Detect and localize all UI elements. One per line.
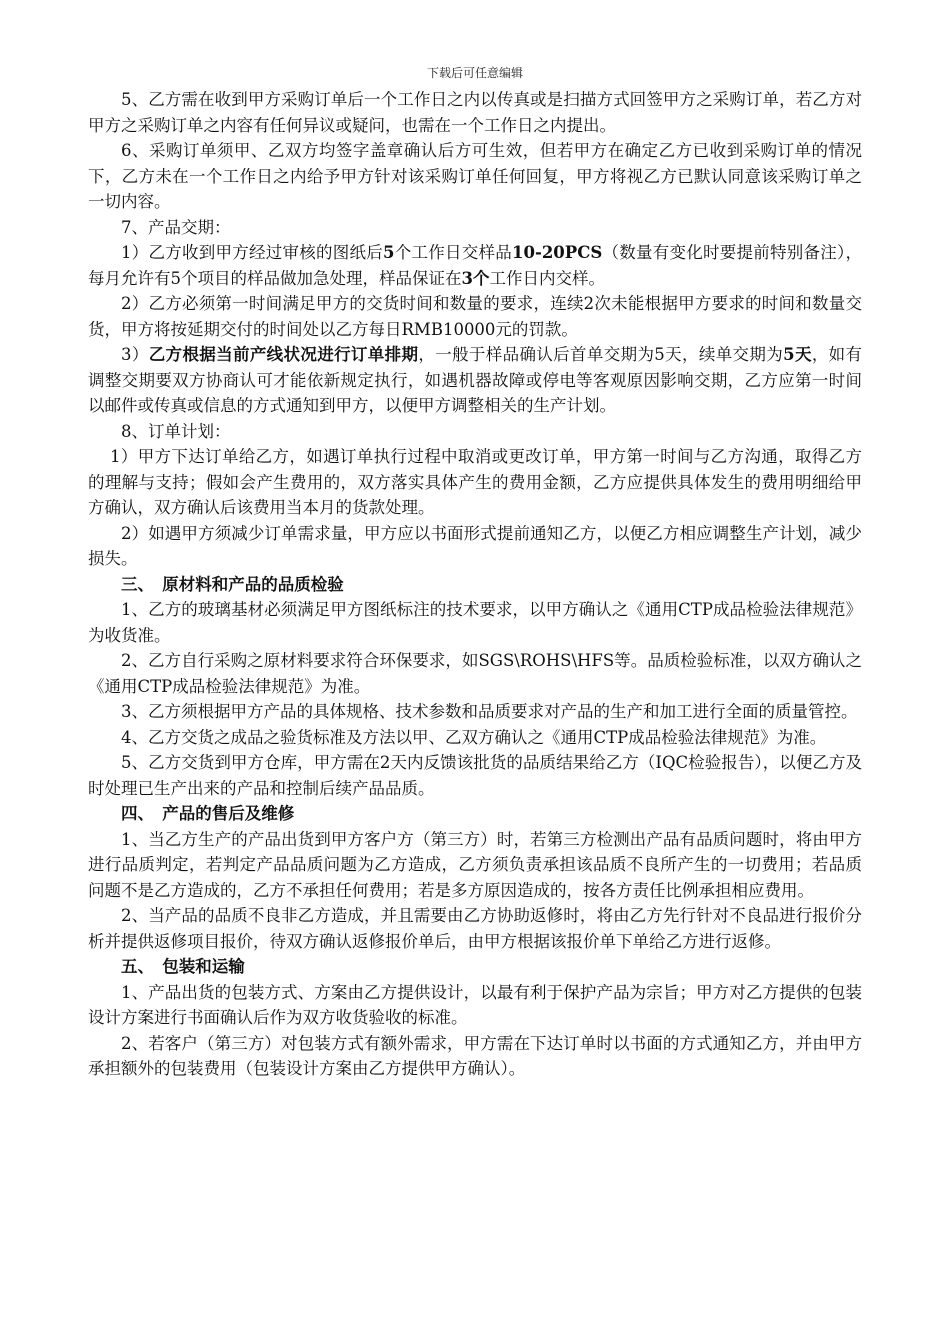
section-3-item: 3、乙方须根据甲方产品的具体规格、技术参数和品质要求对产品的生产和加工进行全面的质量管控。 <box>121 702 858 721</box>
bold-run: 5 <box>383 243 395 262</box>
clause-5: 5、乙方需在收到甲方采购订单后一个工作日之内以传真或是扫描方式回签甲方之采购订单，若乙方对甲方之采购订单之内容有任何异议或疑问，也需在一个工作日之内提出。 <box>88 90 862 135</box>
text-run: 3） <box>121 345 149 364</box>
bold-run: 10-20PCS <box>512 243 603 262</box>
clause-7-2: 2）乙方必须第一时间满足甲方的交货时间和数量的要求，连续2次未能根据甲方要求的时间和数量交货，甲方将按延期交付的时间处以乙方每日RMB10000元的罚款。 <box>88 294 862 339</box>
section-5-title: 五、 包装和运输 <box>121 957 245 976</box>
clause-6: 6、采购订单须甲、乙双方均签字盖章确认后方可生效，但若甲方在确定乙方已收到采购订单的情况下，乙方未在一个工作日之内给予甲方针对该采购订单任何回复，甲方将视乙方已默认同意该采购订单之一切内容。 <box>88 141 862 211</box>
clause-7-1 <box>88 240 862 291</box>
section-3-title: 三、 原材料和产品的品质检验 <box>121 574 344 594</box>
bold-run: 乙方根据当前产线状况进行订单排期 <box>148 345 419 364</box>
text-run: （数量有变化时要提前特别备注），每月允许有5个项目的样品做加急处理，样品保证在 <box>88 243 863 288</box>
clause-8-heading: 8、订单计划： <box>121 421 231 441</box>
text-run: ，一般于样品确认后首单交期为5天，续单交期为 <box>418 345 784 364</box>
text-run: 1）乙方收到甲方经过审核的图纸后 <box>121 243 384 262</box>
clause-8-1: 1）甲方下达订单给乙方，如遇订单执行过程中取消或更改订单，甲方第一时间与乙方沟通，取得乙方的理解与支持；假如会产生费用的，双方落实具体产生的费用金额，乙方应提供具体发生的费用明细给甲方确认，双方确认后该费用当本月的货款处理。 <box>88 447 862 517</box>
section-3-item: 2、乙方自行采购之原材料要求符合环保要求，如SGS\ROHS\HFS等。品质检验标准，以双方确认之《通用CTP成品检验法律规范》为准。 <box>88 651 862 696</box>
document-body <box>88 87 862 1082</box>
section-4-item: 1、当乙方生产的产品出货到甲方客户方（第三方）时，若第三方检测出产品有品质问题时，将由甲方进行品质判定，若判定产品品质问题为乙方造成，乙方须负责承担该品质不良所产生的一切费用；若品质问题不是乙方造成的，乙方不承担任何费用；若是多方原因造成的，按各方责任比例承担相应费用。 <box>88 829 862 900</box>
text-run: 工作日内交样。 <box>489 268 605 288</box>
section-5-item: 2、若客户（第三方）对包装方式有额外需求，甲方需在下达订单时以书面的方式通知乙方，并由甲方承担额外的包装费用（包装设计方案由乙方提供甲方确认）。 <box>88 1033 862 1078</box>
section-3-item: 4、乙方交货之成品之验货标准及方法以甲、乙双方确认之《通用CTP成品检验法律规范》为准。 <box>121 727 827 747</box>
section-3-item: 1、乙方的玻璃基材必须满足甲方图纸标注的技术要求，以甲方确认之《通用CTP成品检验法律规范》为收货准。 <box>88 600 862 645</box>
section-4-item: 2、当产品的品质不良非乙方造成，并且需要由乙方协助返修时，将由乙方先行针对不良品进行报价分析并提供返修项目报价，待双方确认返修报价单后，由甲方根据该报价单下单给乙方进行返修。 <box>88 906 862 951</box>
clause-7-heading: 7、产品交期： <box>121 217 231 237</box>
clause-7-3 <box>88 342 862 419</box>
bold-run: 3个 <box>461 268 490 288</box>
bold-run: 5天 <box>783 345 812 364</box>
section-5-item: 1、产品出货的包装方式、方案由乙方提供设计，以最有利于保护产品为宗旨；甲方对乙方提供的包装设计方案进行书面确认后作为双方收货验收的标准。 <box>88 982 862 1027</box>
page-header: 下载后可任意编辑 <box>426 66 523 80</box>
text-run: 个工作日交样品 <box>394 243 513 262</box>
section-3-item: 5、乙方交货到甲方仓库，甲方需在2天内反馈该批货的品质结果给乙方（IQC检验报告），以便乙方及时处理已生产出来的产品和控制后续产品品质。 <box>88 753 862 798</box>
text-run: ，如有调整交期要双方协商认可才能依新规定执行，如遇机器故障或停电等客观原因影响交期，乙方应第一时间以邮件或传真或信息的方式通知到甲方，以便甲方调整相关的生产计划。 <box>88 345 863 415</box>
clause-8-2: 2）如遇甲方须减少订单需求量，甲方应以书面形式提前通知乙方，以便乙方相应调整生产计划，减少损失。 <box>88 523 862 568</box>
section-4-title: 四、 产品的售后及维修 <box>121 804 295 823</box>
